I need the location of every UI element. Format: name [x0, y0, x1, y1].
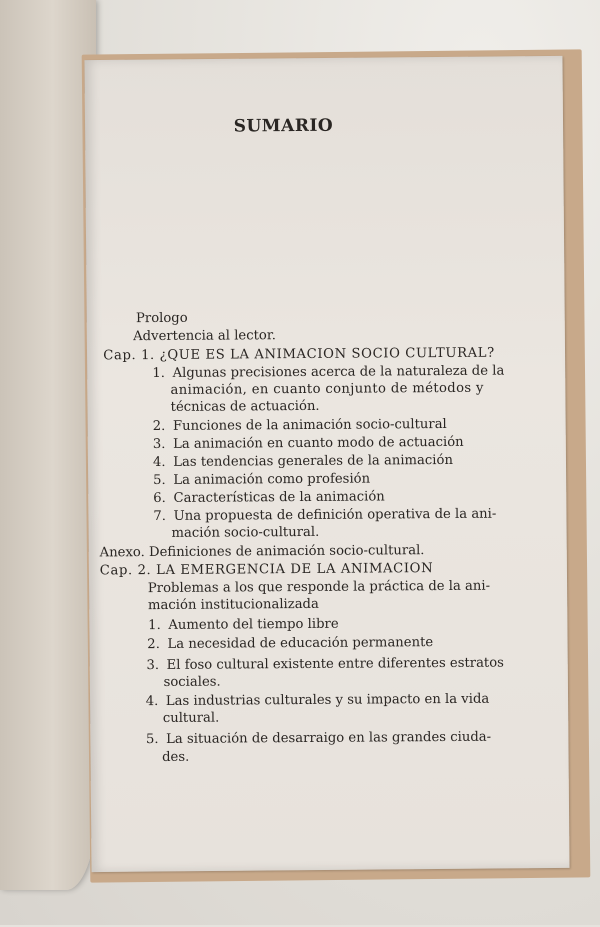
- toc-item: [148, 616, 339, 634]
- chapter-2-label: Cap. 2.: [99, 563, 152, 579]
- toc-item: [153, 452, 453, 471]
- item-number: 6.: [153, 490, 166, 507]
- item-text: La animación en cuanto modo de actuación: [173, 434, 464, 452]
- toc-item: [153, 416, 447, 435]
- toc-item: [146, 691, 490, 710]
- item-text: La situación de desarraigo en las grandes ciuda-: [166, 729, 492, 747]
- toc-item: [153, 488, 385, 507]
- page-title: SUMARIO: [233, 115, 334, 137]
- item-number: 2.: [152, 418, 166, 435]
- item-number: 4.: [152, 454, 166, 471]
- item-number: 2.: [147, 636, 160, 653]
- prologo-entry: Prologo: [135, 310, 188, 327]
- toc-item: [153, 434, 464, 453]
- toc-item: [146, 655, 504, 674]
- toc-item-continuation: sociales.: [163, 674, 221, 690]
- item-text: Las industrias culturales y su impacto en la vida: [165, 691, 490, 709]
- item-text: Aumento del tiempo libre: [168, 616, 339, 633]
- item-text: La necesidad de educación permanente: [167, 635, 434, 652]
- chapter-1-label: Cap. 1.: [103, 348, 155, 364]
- toc-item: [147, 634, 433, 653]
- item-number: 7.: [153, 508, 167, 525]
- toc-item: [153, 471, 370, 490]
- chapter-2-intro: Problemas a los que responde la práctica de la ani-: [147, 578, 491, 597]
- item-text: Una propuesta de definición operativa de la ani-: [173, 506, 497, 524]
- chapter-1-title: ¿QUE ES LA ANIMACION SOCIO CULTURAL?: [159, 345, 495, 363]
- toc-item-continuation: mación socio-cultural.: [171, 524, 320, 541]
- item-number: 3.: [146, 657, 160, 674]
- item-text: El foso cultural existente entre diferentes estratos: [166, 655, 504, 673]
- item-text: Algunas precisiones acerca de la naturaleza de la: [172, 363, 505, 381]
- chapter-1-heading: [103, 345, 495, 365]
- advertencia-entry: Advertencia al lector.: [133, 328, 276, 345]
- toc-item-continuation: técnicas de actuación.: [170, 398, 320, 415]
- item-number: 4.: [145, 693, 159, 710]
- item-text: Funciones de la animación socio-cultural: [172, 416, 447, 434]
- chapter-2-heading: [100, 560, 434, 579]
- chapter-2-intro-continuation: mación institucionalizada: [147, 596, 319, 614]
- item-text: Características de la animación: [173, 489, 385, 506]
- anexo-entry: Anexo. Definiciones de animación socio-cultural.: [99, 543, 425, 561]
- chapter-2-title: LA EMERGENCIA DE LA ANIMACION: [156, 561, 434, 579]
- item-number: 1.: [152, 365, 166, 382]
- item-text: La animación como profesión: [173, 471, 371, 488]
- toc-item: [153, 506, 496, 525]
- item-number: 1.: [148, 617, 161, 634]
- toc-item-continuation: cultural.: [162, 710, 220, 726]
- item-number: 5.: [153, 472, 166, 489]
- toc-item-continuation: animación, en cuanto conjunto de métodos y: [170, 380, 484, 398]
- item-text: Las tendencias generales de la animación: [173, 452, 453, 470]
- item-number: 5.: [145, 731, 159, 748]
- toc-item: [146, 729, 491, 748]
- toc-item-continuation: des.: [162, 749, 190, 765]
- item-number: 3.: [152, 436, 166, 453]
